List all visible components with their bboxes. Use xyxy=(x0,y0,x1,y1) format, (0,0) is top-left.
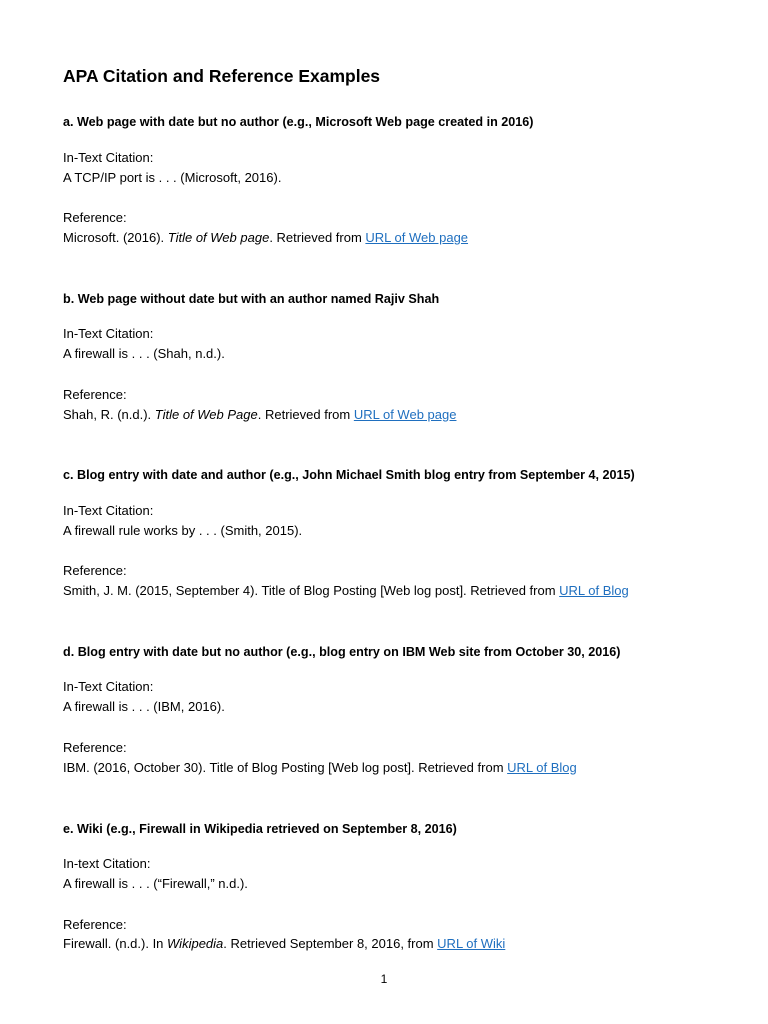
section-c-reference-label: Reference: xyxy=(63,563,127,578)
section-b-reference-suffix: . Retrieved from xyxy=(257,407,354,422)
section-c-in-text-example: A firewall rule works by . . . (Smith, 2015). xyxy=(63,523,303,538)
section-b-reference-title: Title of Web Page xyxy=(154,407,258,422)
section-b-heading: b. Web page without date but with an author named Rajiv Shah xyxy=(63,292,440,306)
section-d-reference-label: Reference: xyxy=(63,740,127,755)
section-d-reference-prefix: IBM. (2016, October 30). Title of Blog Posting [Web log post]. Retrieved from xyxy=(63,760,508,775)
section-c-in-text-label: In-Text Citation: xyxy=(63,503,154,518)
section-e-reference-suffix: . Retrieved September 8, 2016, from xyxy=(223,936,438,951)
section-e-url-link[interactable]: URL of Wiki xyxy=(437,936,506,951)
section-d-url-link[interactable]: URL of Blog xyxy=(507,760,577,775)
section-a-url-link[interactable]: URL of Web page xyxy=(365,230,469,245)
section-a-reference-title: Title of Web page xyxy=(167,230,270,245)
section-b-reference xyxy=(63,406,456,424)
page-title: APA Citation and Reference Examples xyxy=(63,66,381,86)
section-d-in-text-example: A firewall is . . . (IBM, 2016). xyxy=(63,699,225,714)
section-c-url-link[interactable]: URL of Blog xyxy=(559,583,629,598)
section-e-reference-prefix: Firewall. (n.d.). In xyxy=(63,936,168,951)
section-a-heading: a. Web page with date but no author (e.g., Microsoft Web page created in 2016) xyxy=(63,115,534,129)
section-c-heading: c. Blog entry with date and author (e.g., John Michael Smith blog entry from September 4, 2015) xyxy=(63,468,635,482)
section-e-heading: e. Wiki (e.g., Firewall in Wikipedia retrieved on September 8, 2016) xyxy=(63,822,457,836)
section-b-in-text-example: A firewall is . . . (Shah, n.d.). xyxy=(63,346,225,361)
section-c-reference xyxy=(63,582,629,600)
section-c-reference-prefix: Smith, J. M. (2015, September 4). Title of Blog Posting [Web log post]. Retrieved from xyxy=(63,583,560,598)
section-a-in-text-label: In-Text Citation: xyxy=(63,150,154,165)
section-d-in-text-label: In-Text Citation: xyxy=(63,679,154,694)
section-e-in-text-example: A firewall is . . . (“Firewall,” n.d.). xyxy=(63,876,248,891)
section-e-reference-title: Wikipedia xyxy=(167,936,224,951)
section-b-reference-label: Reference: xyxy=(63,387,127,402)
section-b-reference-prefix: Shah, R. (n.d.). xyxy=(63,407,155,422)
section-e-reference xyxy=(63,935,505,953)
section-b-in-text-label: In-Text Citation: xyxy=(63,326,154,341)
section-d-heading: d. Blog entry with date but no author (e.g., blog entry on IBM Web site from October 30, 2016) xyxy=(63,645,621,659)
section-a-in-text-example: A TCP/IP port is . . . (Microsoft, 2016). xyxy=(63,170,282,185)
section-a-reference-label: Reference: xyxy=(63,210,127,225)
section-e-reference-label: Reference: xyxy=(63,917,127,932)
section-a-reference-prefix: Microsoft. (2016). xyxy=(63,230,168,245)
section-b-url-link[interactable]: URL of Web page xyxy=(353,407,457,422)
section-d-reference xyxy=(63,759,577,777)
page-number: 1 xyxy=(380,972,388,986)
section-a-reference-suffix: . Retrieved from xyxy=(269,230,366,245)
section-e-in-text-label: In-text Citation: xyxy=(63,856,151,871)
section-a-reference xyxy=(63,229,468,247)
